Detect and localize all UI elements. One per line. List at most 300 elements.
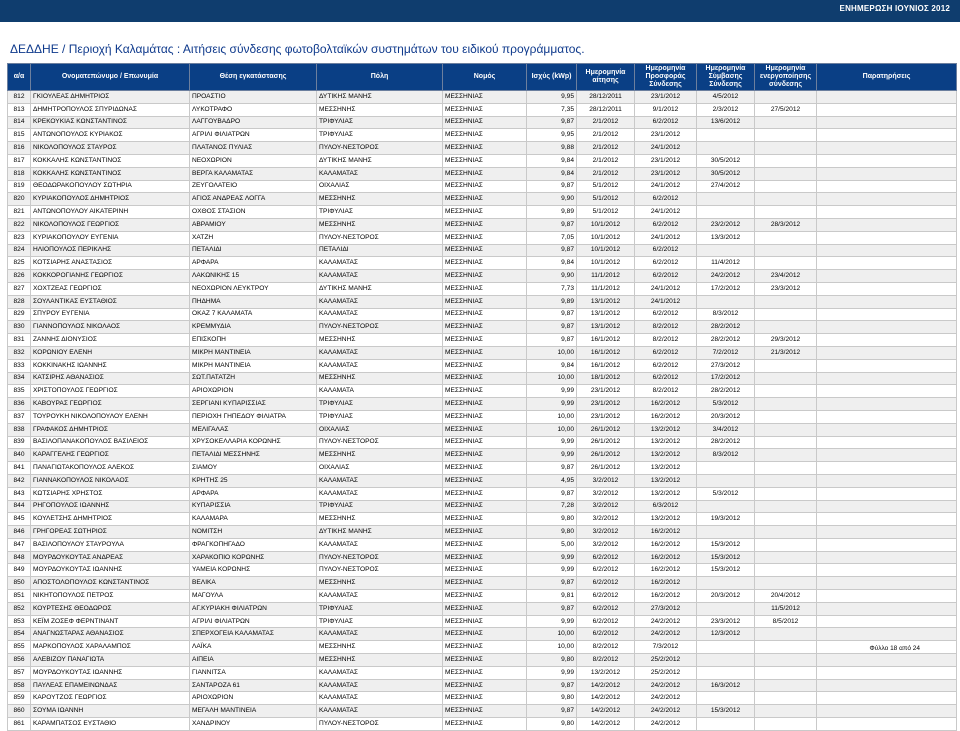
col-remarks <box>817 538 957 551</box>
table-row <box>8 628 957 641</box>
col-power: 7,73 <box>527 282 577 295</box>
table-row <box>8 167 957 180</box>
col-aa: 836 <box>8 398 31 411</box>
col-remarks <box>817 129 957 142</box>
table-row <box>8 423 957 436</box>
col-power: 9,80 <box>527 654 577 667</box>
col-power: 9,87 <box>527 116 577 129</box>
col-city: ΜΕΣΣΗΝΗΣ <box>317 641 443 654</box>
col-name: ΚΑΡΑΜΠΑΤΣΟΣ ΕΥΣΤΑΘΙΟ <box>31 718 190 731</box>
header-col-aa: α/α <box>8 64 31 91</box>
col-name: ΚΟΥΡΤΕΣΗΣ ΘΕΟΔΩΡΟΣ <box>31 602 190 615</box>
col-activation-date <box>755 385 817 398</box>
col-aa: 821 <box>8 206 31 219</box>
col-offer-date: 13/2/2012 <box>635 449 697 462</box>
col-offer-date: 6/2/2012 <box>635 270 697 283</box>
col-location: ΦΡΑΓΚΟΠΗΓΑΔΟ <box>190 538 317 551</box>
col-contract-date: 17/2/2012 <box>697 372 755 385</box>
col-offer-date: 9/1/2012 <box>635 103 697 116</box>
col-remarks <box>817 372 957 385</box>
col-offer-date: 16/2/2012 <box>635 564 697 577</box>
col-power: 5,00 <box>527 538 577 551</box>
col-power: 10,00 <box>527 346 577 359</box>
table-row <box>8 103 957 116</box>
col-city: ΔΥΤΙΚΗΣ ΜΑΝΗΣ <box>317 282 443 295</box>
col-location: ΑΡΙΟΧΩΡΙΟΝ <box>190 692 317 705</box>
col-prefecture: ΜΕΣΣΗΝΙΑΣ <box>443 385 527 398</box>
col-city: ΚΑΛΑΜΑΤΑ <box>317 385 443 398</box>
col-aa: 851 <box>8 590 31 603</box>
table-row <box>8 487 957 500</box>
col-city: ΚΑΛΑΜΑΤΑΣ <box>317 295 443 308</box>
col-power: 9,80 <box>527 718 577 731</box>
col-remarks <box>817 295 957 308</box>
col-activation-date <box>755 487 817 500</box>
col-activation-date <box>755 692 817 705</box>
col-power: 9,84 <box>527 257 577 270</box>
col-remarks <box>817 154 957 167</box>
col-offer-date: 6/2/2012 <box>635 257 697 270</box>
col-application-date: 2/1/2012 <box>577 129 635 142</box>
col-city: ΚΑΛΑΜΑΤΑΣ <box>317 590 443 603</box>
col-remarks <box>817 654 957 667</box>
col-remarks <box>817 666 957 679</box>
col-application-date: 28/12/2011 <box>577 103 635 116</box>
col-contract-date: 28/2/2012 <box>697 321 755 334</box>
col-location: ΜΑΓΟΥΛΑ <box>190 590 317 603</box>
page-title: ΔΕΔΔΗΕ / Περιοχή Καλαμάτας : Αιτήσεις σύνδεσης φωτοβολταϊκών συστημάτων του ειδικού προγράμματος. <box>10 42 585 56</box>
col-name: ΚΟΥΛΕΤΣΗΣ ΔΗΜΗΤΡΙΟΣ <box>31 513 190 526</box>
col-name: ΣΟΥΜΑ ΙΩΑΝΝΗ <box>31 705 190 718</box>
col-city: ΤΡΙΦΥΛΙΑΣ <box>317 410 443 423</box>
col-activation-date <box>755 180 817 193</box>
col-aa: 815 <box>8 129 31 142</box>
col-application-date: 6/2/2012 <box>577 602 635 615</box>
col-name: ΚΟΚΚΑΛΗΣ ΚΩΝΣΤΑΝΤΙΝΟΣ <box>31 167 190 180</box>
col-aa: 858 <box>8 679 31 692</box>
col-power: 9,87 <box>527 577 577 590</box>
col-power: 9,99 <box>527 615 577 628</box>
col-activation-date <box>755 513 817 526</box>
col-power: 10,00 <box>527 628 577 641</box>
col-contract-date <box>697 641 755 654</box>
col-location: ΑΡΙΟΧΩΡΙΟΝ <box>190 385 317 398</box>
col-city: ΠΥΛΟΥ-ΝΕΣΤΟΡΟΣ <box>317 142 443 155</box>
col-offer-date: 24/2/2012 <box>635 615 697 628</box>
col-activation-date <box>755 410 817 423</box>
table-row <box>8 129 957 142</box>
col-location: ΧΑΡΑΚΟΠΙΟ ΚΟΡΩΝΗΣ <box>190 551 317 564</box>
col-aa: 843 <box>8 487 31 500</box>
col-location: ΜΕΓΑΛΗ ΜΑΝΤΙΝΕΙΑ <box>190 705 317 718</box>
col-remarks <box>817 142 957 155</box>
col-aa: 820 <box>8 193 31 206</box>
col-location: ΑΓΙΟΣ ΑΝΔΡΕΑΣ ΛΟΓΓΑ <box>190 193 317 206</box>
col-activation-date <box>755 206 817 219</box>
col-remarks <box>817 474 957 487</box>
col-aa: 826 <box>8 270 31 283</box>
col-location: ΣΕΡΓΙΑΝΙ ΚΥΠΑΡΙΣΣΙΑΣ <box>190 398 317 411</box>
col-prefecture: ΜΕΣΣΗΝΙΑΣ <box>443 666 527 679</box>
col-name: ΚΑΡΟΥΤΖΟΣ ΓΕΩΡΓΙΟΣ <box>31 692 190 705</box>
col-aa: 833 <box>8 359 31 372</box>
col-name: ΚΟΤΣΙΑΡΗΣ ΑΝΑΣΤΑΣΙΟΣ <box>31 257 190 270</box>
col-city: ΚΑΛΑΜΑΤΑΣ <box>317 346 443 359</box>
col-city: ΜΕΣΣΗΝΗΣ <box>317 103 443 116</box>
col-aa: 855 <box>8 641 31 654</box>
col-city: ΤΡΙΦΥΛΙΑΣ <box>317 206 443 219</box>
col-name: ΜΟΥΡΔΟΥΚΟΥΤΑΣ ΙΩΑΝΝΗΣ <box>31 666 190 679</box>
col-activation-date <box>755 423 817 436</box>
table-row <box>8 500 957 513</box>
col-prefecture: ΜΕΣΣΗΝΙΑΣ <box>443 372 527 385</box>
col-contract-date <box>697 142 755 155</box>
col-name: ΓΙΑΝΝΑΚΟΠΟΥΛΟΣ ΝΙΚΟΛΑΟΣ <box>31 474 190 487</box>
col-activation-date: 28/3/2012 <box>755 218 817 231</box>
col-power: 9,99 <box>527 385 577 398</box>
col-activation-date <box>755 474 817 487</box>
col-activation-date: 21/3/2012 <box>755 346 817 359</box>
col-power: 9,80 <box>527 526 577 539</box>
col-contract-date <box>697 129 755 142</box>
col-application-date: 2/1/2012 <box>577 167 635 180</box>
col-aa: 812 <box>8 91 31 104</box>
col-city: ΟΙΧΑΛΙΑΣ <box>317 180 443 193</box>
col-prefecture: ΜΕΣΣΗΝΙΑΣ <box>443 513 527 526</box>
col-location: ΟΚΑΖ 7 ΚΑΛΑΜΑΤΑ <box>190 308 317 321</box>
col-application-date: 8/2/2012 <box>577 654 635 667</box>
col-remarks <box>817 705 957 718</box>
col-name: ΚΡΕΚΟΥΚΙΑΣ ΚΩΝΣΤΑΝΤΙΝΟΣ <box>31 116 190 129</box>
col-prefecture: ΜΕΣΣΗΝΙΑΣ <box>443 244 527 257</box>
col-application-date: 2/1/2012 <box>577 154 635 167</box>
col-activation-date <box>755 142 817 155</box>
col-remarks <box>817 551 957 564</box>
col-city: ΚΑΛΑΜΑΤΑΣ <box>317 705 443 718</box>
table-row <box>8 308 957 321</box>
col-remarks <box>817 167 957 180</box>
col-name: ΒΑΣΙΛΟΠΑΝΑΚΟΠΟΥΛΟΣ ΒΑΣΙΛΕΙΟΣ <box>31 436 190 449</box>
col-activation-date <box>755 718 817 731</box>
col-city: ΠΥΛΟΥ-ΝΕΣΤΟΡΟΣ <box>317 564 443 577</box>
col-application-date: 16/1/2012 <box>577 334 635 347</box>
col-offer-date: 24/1/2012 <box>635 282 697 295</box>
table-row <box>8 295 957 308</box>
col-location: ΑΓΡΙΛΙ ΦΙΛΙΑΤΡΩΝ <box>190 129 317 142</box>
col-power: 9,99 <box>527 564 577 577</box>
table-row <box>8 718 957 731</box>
col-power: 7,05 <box>527 231 577 244</box>
table-row <box>8 654 957 667</box>
col-aa: 817 <box>8 154 31 167</box>
col-power: 9,99 <box>527 551 577 564</box>
col-contract-date: 27/3/2012 <box>697 359 755 372</box>
col-city: ΚΑΛΑΜΑΤΑΣ <box>317 628 443 641</box>
col-location: ΒΕΡΓΑ ΚΑΛΑΜΑΤΑΣ <box>190 167 317 180</box>
col-prefecture: ΜΕΣΣΗΝΙΑΣ <box>443 449 527 462</box>
col-application-date: 14/2/2012 <box>577 718 635 731</box>
col-location: ΟΧΘΟΣ ΣΤΑΣΙΟΝ <box>190 206 317 219</box>
col-activation-date <box>755 295 817 308</box>
col-prefecture: ΜΕΣΣΗΝΙΑΣ <box>443 526 527 539</box>
page-number: Φύλλο 18 από 24 <box>869 645 920 652</box>
col-prefecture: ΜΕΣΣΗΝΙΑΣ <box>443 129 527 142</box>
col-name: ΠΑΥΛΕΑΣ ΕΠΑΜΕΙΝΩΝΔΑΣ <box>31 679 190 692</box>
col-city: ΠΥΛΟΥ-ΝΕΣΤΟΡΟΣ <box>317 436 443 449</box>
col-power: 9,87 <box>527 679 577 692</box>
col-power: 9,87 <box>527 218 577 231</box>
col-location: ΒΕΛΙΚΑ <box>190 577 317 590</box>
col-location: ΜΕΛΙΓΑΛΑΣ <box>190 423 317 436</box>
col-aa: 841 <box>8 462 31 475</box>
col-aa: 846 <box>8 526 31 539</box>
col-prefecture: ΜΕΣΣΗΝΙΑΣ <box>443 398 527 411</box>
col-location: ΛΥΚΟΤΡΑΦΟ <box>190 103 317 116</box>
col-power: 10,00 <box>527 372 577 385</box>
col-name: ΚΑΡΑΓΓΕΛΗΣ ΓΕΩΡΓΙΟΣ <box>31 449 190 462</box>
col-power: 4,95 <box>527 474 577 487</box>
col-location: ΣΩΤ.ΠΑΤΑΤΖΗ <box>190 372 317 385</box>
col-aa: 814 <box>8 116 31 129</box>
col-application-date: 6/2/2012 <box>577 551 635 564</box>
col-offer-date: 16/2/2012 <box>635 577 697 590</box>
col-offer-date: 24/2/2012 <box>635 692 697 705</box>
col-location: ΚΡΗΤΗΣ 25 <box>190 474 317 487</box>
col-power: 9,95 <box>527 129 577 142</box>
col-city: ΜΕΣΣΗΝΗΣ <box>317 654 443 667</box>
col-name: ΣΠΥΡΟΥ ΕΥΓΕΝΙΑ <box>31 308 190 321</box>
col-remarks <box>817 590 957 603</box>
col-contract-date: 20/3/2012 <box>697 590 755 603</box>
col-name: ΑΠΟΣΤΟΛΟΠΟΥΛΟΣ ΚΩΝΣΤΑΝΤΙΝΟΣ <box>31 577 190 590</box>
col-prefecture: ΜΕΣΣΗΝΙΑΣ <box>443 270 527 283</box>
col-name: ΑΝΤΩΝΟΠΟΥΛΟΣ ΚΥΡΙΑΚΟΣ <box>31 129 190 142</box>
col-application-date: 3/2/2012 <box>577 513 635 526</box>
col-prefecture: ΜΕΣΣΗΝΙΑΣ <box>443 218 527 231</box>
col-offer-date: 25/2/2012 <box>635 666 697 679</box>
col-location: ΑΓΡΙΛΙ ΦΙΛΙΑΤΡΩΝ <box>190 615 317 628</box>
col-prefecture: ΜΕΣΣΗΝΙΑΣ <box>443 359 527 372</box>
col-offer-date: 8/2/2012 <box>635 334 697 347</box>
col-location: ΥΑΜΕΙΑ ΚΟΡΩΝΗΣ <box>190 564 317 577</box>
col-remarks <box>817 718 957 731</box>
table-row <box>8 218 957 231</box>
col-contract-date: 23/2/2012 <box>697 218 755 231</box>
col-activation-date <box>755 257 817 270</box>
col-activation-date <box>755 705 817 718</box>
col-prefecture: ΜΕΣΣΗΝΙΑΣ <box>443 308 527 321</box>
col-contract-date: 28/2/2012 <box>697 385 755 398</box>
col-remarks <box>817 449 957 462</box>
table-row <box>8 385 957 398</box>
table-row <box>8 590 957 603</box>
col-application-date: 2/1/2012 <box>577 142 635 155</box>
col-prefecture: ΜΕΣΣΗΝΙΑΣ <box>443 180 527 193</box>
col-city: ΜΕΣΣΗΝΗΣ <box>317 334 443 347</box>
col-city: ΚΑΛΑΜΑΤΑΣ <box>317 257 443 270</box>
col-contract-date <box>697 206 755 219</box>
col-remarks <box>817 500 957 513</box>
col-contract-date: 24/2/2012 <box>697 270 755 283</box>
col-application-date: 3/2/2012 <box>577 526 635 539</box>
header-col-application-date: Ημερομηνία αίτησης <box>577 64 635 91</box>
col-name: ΝΙΚΟΛΟΠΟΥΛΟΣ ΓΕΩΡΓΙΟΣ <box>31 218 190 231</box>
col-contract-date: 13/6/2012 <box>697 116 755 129</box>
col-aa: 838 <box>8 423 31 436</box>
col-aa: 850 <box>8 577 31 590</box>
col-city: ΟΙΧΑΛΙΑΣ <box>317 423 443 436</box>
col-activation-date <box>755 436 817 449</box>
col-aa: 861 <box>8 718 31 731</box>
col-offer-date: 24/1/2012 <box>635 231 697 244</box>
col-offer-date: 27/3/2012 <box>635 602 697 615</box>
col-name: ΓΙΑΝΝΟΠΟΥΛΟΣ ΝΙΚΟΛΑΟΣ <box>31 321 190 334</box>
col-application-date: 5/1/2012 <box>577 206 635 219</box>
col-application-date: 18/1/2012 <box>577 372 635 385</box>
col-aa: 839 <box>8 436 31 449</box>
col-activation-date <box>755 564 817 577</box>
col-contract-date: 2/3/2012 <box>697 103 755 116</box>
col-power: 9,87 <box>527 244 577 257</box>
col-prefecture: ΜΕΣΣΗΝΙΑΣ <box>443 500 527 513</box>
col-city: ΤΡΙΦΥΛΙΑΣ <box>317 615 443 628</box>
col-prefecture: ΜΕΣΣΗΝΙΑΣ <box>443 142 527 155</box>
col-power: 9,89 <box>527 206 577 219</box>
col-name: ΣΟΥΛΑΝΤΙΚΑΣ ΕΥΣΤΑΘΙΟΣ <box>31 295 190 308</box>
col-activation-date <box>755 231 817 244</box>
col-power: 9,95 <box>527 91 577 104</box>
header-col-name: Ονοματεπώνυμο / Επωνυμία <box>31 64 190 91</box>
col-remarks <box>817 103 957 116</box>
col-location: ΓΙΑΝΝΙΤΣΑ <box>190 666 317 679</box>
col-city: ΚΑΛΑΜΑΤΑΣ <box>317 270 443 283</box>
col-contract-date <box>697 577 755 590</box>
col-remarks <box>817 244 957 257</box>
col-location: ΛΑΚΩΝΙΚΗΣ 15 <box>190 270 317 283</box>
col-activation-date: 11/5/2012 <box>755 602 817 615</box>
col-location: ΧΡΥΣΟΚΕΛΛΑΡΙΑ ΚΟΡΩΝΗΣ <box>190 436 317 449</box>
col-activation-date <box>755 321 817 334</box>
col-prefecture: ΜΕΣΣΗΝΙΑΣ <box>443 154 527 167</box>
col-remarks <box>817 270 957 283</box>
col-prefecture: ΜΕΣΣΗΝΙΑΣ <box>443 679 527 692</box>
col-power: 10,00 <box>527 641 577 654</box>
col-aa: 818 <box>8 167 31 180</box>
col-application-date: 14/2/2012 <box>577 705 635 718</box>
col-contract-date: 3/4/2012 <box>697 423 755 436</box>
table-row <box>8 321 957 334</box>
col-application-date: 26/1/2012 <box>577 462 635 475</box>
col-contract-date <box>697 474 755 487</box>
table-row <box>8 346 957 359</box>
col-power: 9,99 <box>527 666 577 679</box>
table-row <box>8 474 957 487</box>
col-application-date: 26/1/2012 <box>577 423 635 436</box>
col-contract-date <box>697 692 755 705</box>
col-activation-date <box>755 244 817 257</box>
col-name: ΗΛΙΟΠΟΥΛΟΣ ΠΕΡΙΚΛΗΣ <box>31 244 190 257</box>
col-prefecture: ΜΕΣΣΗΝΙΑΣ <box>443 91 527 104</box>
col-location: ΝΕΟΧΩΡΙΟΝ ΛΕΥΚΤΡΟΥ <box>190 282 317 295</box>
col-aa: 844 <box>8 500 31 513</box>
col-contract-date: 28/2/2012 <box>697 436 755 449</box>
col-name: ΓΚΙΟΥΛΕΑΣ ΔΗΜΗΤΡΙΟΣ <box>31 91 190 104</box>
col-application-date: 13/1/2012 <box>577 321 635 334</box>
table-row <box>8 282 957 295</box>
col-contract-date <box>697 462 755 475</box>
col-name: ΠΑΝΑΓΙΩΤΑΚΟΠΟΥΛΟΣ ΑΛΕΚΟΣ <box>31 462 190 475</box>
header-col-location: Θέση εγκατάστασης <box>190 64 317 91</box>
col-application-date: 23/1/2012 <box>577 398 635 411</box>
col-contract-date: 5/3/2012 <box>697 398 755 411</box>
col-contract-date <box>697 295 755 308</box>
col-remarks <box>817 526 957 539</box>
col-location: ΠΕΤΑΛΙΔΙ ΜΕΣΣΗΝΗΣ <box>190 449 317 462</box>
col-remarks <box>817 398 957 411</box>
col-remarks <box>817 602 957 615</box>
header-col-activation-date: Ημερομηνία ενεργοποίησης σύνδεσης <box>755 64 817 91</box>
col-activation-date: 27/5/2012 <box>755 103 817 116</box>
table-row <box>8 551 957 564</box>
col-name: ΚΥΡΙΑΚΟΠΟΥΛΟΥ ΕΥΓΕΝΙΑ <box>31 231 190 244</box>
col-application-date: 11/1/2012 <box>577 282 635 295</box>
table-row <box>8 257 957 270</box>
col-activation-date <box>755 372 817 385</box>
col-name: ΜΟΥΡΔΟΥΚΟΥΤΑΣ ΙΩΑΝΝΗΣ <box>31 564 190 577</box>
col-aa: 813 <box>8 103 31 116</box>
col-application-date: 6/2/2012 <box>577 577 635 590</box>
col-prefecture: ΜΕΣΣΗΝΙΑΣ <box>443 641 527 654</box>
col-prefecture: ΜΕΣΣΗΝΙΑΣ <box>443 705 527 718</box>
col-application-date: 10/1/2012 <box>577 218 635 231</box>
col-name: ΖΑΝΝΗΣ ΔΙΟΝΥΣΙΟΣ <box>31 334 190 347</box>
col-application-date: 10/1/2012 <box>577 231 635 244</box>
col-city: ΟΙΧΑΛΙΑΣ <box>317 462 443 475</box>
col-activation-date <box>755 462 817 475</box>
table-row <box>8 270 957 283</box>
col-aa: 831 <box>8 334 31 347</box>
col-name: ΓΡΗΓΟΡΕΑΣ ΣΩΤΗΡΙΟΣ <box>31 526 190 539</box>
col-city: ΤΡΙΦΥΛΙΑΣ <box>317 398 443 411</box>
col-power: 9,88 <box>527 142 577 155</box>
col-offer-date: 24/1/2012 <box>635 206 697 219</box>
col-aa: 837 <box>8 410 31 423</box>
col-application-date: 23/1/2012 <box>577 385 635 398</box>
table-row <box>8 526 957 539</box>
col-location: ΠΕΡΙΟΧΗ ΓΗΠΕΔΟΥ ΦΙΛΙΑΤΡΑ <box>190 410 317 423</box>
col-activation-date <box>755 193 817 206</box>
col-activation-date: 20/4/2012 <box>755 590 817 603</box>
table-body <box>8 91 957 731</box>
header-col-prefecture: Νομός <box>443 64 527 91</box>
col-activation-date <box>755 359 817 372</box>
col-city: ΚΑΛΑΜΑΤΑΣ <box>317 666 443 679</box>
col-application-date: 6/2/2012 <box>577 564 635 577</box>
col-prefecture: ΜΕΣΣΗΝΙΑΣ <box>443 692 527 705</box>
col-city: ΔΥΤΙΚΗΣ ΜΑΝΗΣ <box>317 526 443 539</box>
col-city: ΠΥΛΟΥ-ΝΕΣΤΟΡΟΣ <box>317 321 443 334</box>
col-aa: 824 <box>8 244 31 257</box>
col-remarks <box>817 321 957 334</box>
col-activation-date <box>755 500 817 513</box>
col-city: ΤΡΙΦΥΛΙΑΣ <box>317 500 443 513</box>
col-power: 7,28 <box>527 500 577 513</box>
col-location: ΛΑΪΚΑ <box>190 641 317 654</box>
col-aa: 847 <box>8 538 31 551</box>
col-activation-date <box>755 628 817 641</box>
col-offer-date: 23/1/2012 <box>635 91 697 104</box>
col-offer-date: 16/2/2012 <box>635 538 697 551</box>
